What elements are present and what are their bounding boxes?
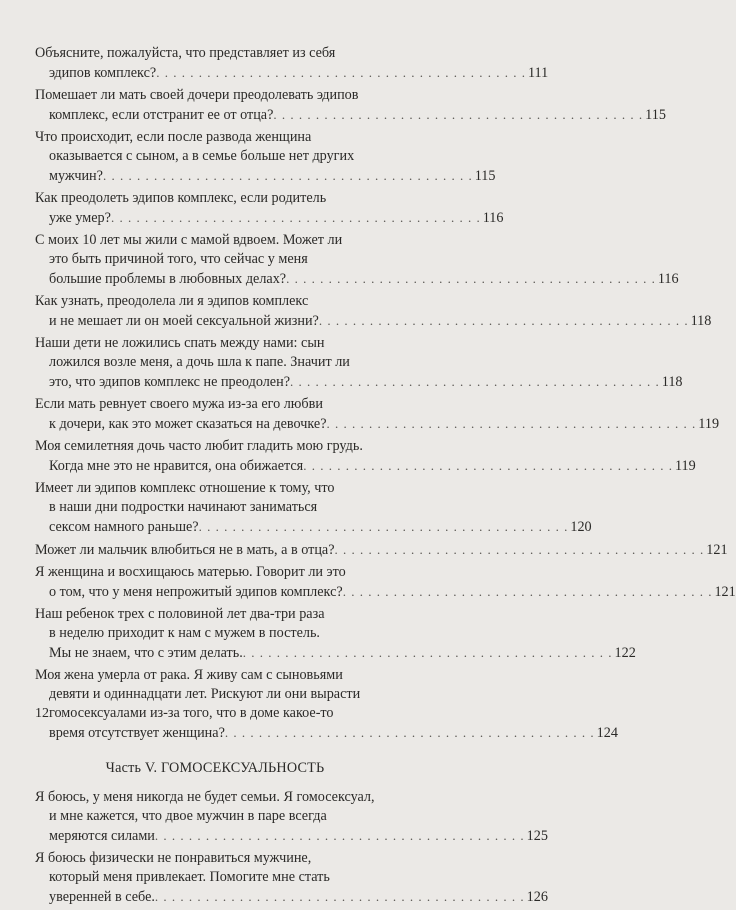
toc-page-ref: 119 [698, 416, 720, 432]
toc-entries-part-v [35, 788, 548, 907]
toc-page-ref: 122 [614, 645, 636, 661]
toc-entry-text: гомосексуалами из-за того, что в доме какое-то [49, 705, 334, 721]
dot-leader: . . . . . . . . . . . . . . . . . . . . . . . . . . . . . . . . . . . . . . . . . . . . [102, 168, 473, 183]
toc-page-ref: 118 [690, 313, 712, 329]
toc-entry-text: Помешает ли мать своей дочери преодолевать эдипов [35, 87, 359, 103]
toc-entry-text: уверенней в себе. [49, 889, 155, 905]
toc-entry-text: и не мешает ли он моей сексуальной жизни? [49, 313, 319, 329]
dot-leader: . . . . . . . . . . . . . . . . . . . . . . . . . . . . . . . . . . . . . . . . . . . . [290, 374, 660, 389]
toc-entry-text: Может ли мальчик влюбиться не в мать, а в отца? [35, 542, 335, 558]
toc-entry-text: девяти и одиннадцати лет. Рискуют ли они вырасти [49, 686, 361, 702]
toc-entry-text: к дочери, как это может сказаться на девочке? [49, 416, 327, 432]
toc-entry [35, 849, 548, 907]
dot-leader: . . . . . . . . . . . . . . . . . . . . . . . . . . . . . . . . . . . . . . . . . . . . [156, 65, 526, 80]
toc-entry [35, 540, 728, 560]
toc-entry-last-line [35, 887, 548, 907]
dot-leader: . . . . . . . . . . . . . . . . . . . . . . . . . . . . . . . . . . . . . . . . . . . . [334, 542, 705, 557]
toc-entry-text: уже умер? [49, 210, 111, 226]
toc-entry-text: Я боюсь, у меня никогда не будет семьи. Я гомосексуал, [35, 789, 375, 805]
dot-leader: . . . . . . . . . . . . . . . . . . . . . . . . . . . . . . . . . . . . . . . . . . . . [286, 271, 656, 286]
toc-entry-text: и мне кажется, что двое мужчин в паре всегда [49, 808, 327, 824]
toc-entry-last-line [35, 105, 666, 125]
toc-entry-last-line [35, 166, 496, 186]
toc-entry-text: о том, что у меня непрожитый эдипов комплекс? [49, 584, 343, 600]
toc-entry [35, 605, 636, 663]
toc-entry-text: Когда мне это не нравится, она обижается [49, 458, 304, 474]
toc-entry [35, 334, 683, 392]
toc-page-ref: 116 [482, 210, 504, 226]
toc-entry-last-line [35, 540, 728, 560]
toc-entry-last-line [35, 826, 548, 846]
part-heading: Часть V. ГОМОСЕКСУАЛЬНОСТЬ [105, 760, 325, 776]
toc-page-ref: 115 [645, 107, 666, 123]
toc-entry [35, 231, 679, 289]
toc-page-ref: 126 [526, 889, 548, 905]
toc-entry-last-line [35, 63, 549, 83]
toc-entry-last-line [35, 311, 712, 331]
toc-entry [35, 86, 666, 125]
toc-entry-text: Объясните, пожалуйста, что представляет из себя [35, 45, 336, 61]
toc-entry-text: Моя семилетняя дочь часто любит гладить мою грудь. [35, 438, 363, 454]
dot-leader: . . . . . . . . . . . . . . . . . . . . . . . . . . . . . . . . . . . . . . . . . . . . [198, 519, 569, 534]
toc-entry-text: большие проблемы в любовных делах? [49, 271, 287, 287]
toc-entry-last-line [35, 517, 592, 537]
toc-entry-text: Что происходит, если после развода женщина [35, 129, 312, 145]
toc-entry-text: Я женщина и восхищаюсь матерью. Говорит ли это [35, 564, 346, 580]
toc-entry-text: Мы не знаем, что с этим делать. [49, 645, 243, 661]
toc-entry [35, 44, 549, 83]
toc-entry-text: Как узнать, преодолела ли я эдипов комплекс [35, 293, 309, 309]
toc-page-ref: 111 [527, 65, 549, 81]
toc-entry-last-line [35, 269, 679, 289]
toc-entry-text: С моих 10 лет мы жили с мамой вдвоем. Может ли [35, 232, 343, 248]
toc-entry-text: это, что эдипов комплекс не преодолен? [49, 374, 290, 390]
toc-entry-text: в неделю приходит к нам с мужем в постель. [49, 625, 320, 641]
toc-entry-text: комплекс, если отстранит ее от отца? [49, 107, 274, 123]
toc-page-ref: 119 [674, 458, 696, 474]
toc-entry [35, 666, 618, 743]
toc-entry [35, 189, 504, 228]
toc-entry [35, 437, 696, 476]
toc-entry [35, 395, 720, 434]
table-of-contents [35, 44, 736, 910]
toc-entry-text: оказывается с сыном, а в семье больше нет других [49, 148, 355, 164]
toc-entry-text: время отсутствует женщина? [49, 725, 225, 741]
dot-leader: . . . . . . . . . . . . . . . . . . . . . . . . . . . . . . . . . . . . . . . . . . . . [273, 107, 644, 122]
dot-leader: . . . . . . . . . . . . . . . . . . . . . . . . . . . . . . . . . . . . . . . . . . . . [242, 645, 613, 660]
toc-entry [35, 788, 548, 846]
toc-entry-text: который меня привлекает. Помогите мне стать [49, 869, 330, 885]
toc-entry-last-line [35, 414, 720, 434]
toc-page-ref: 118 [661, 374, 683, 390]
toc-entry-last-line [35, 372, 683, 392]
toc-entry-last-line [35, 643, 636, 663]
dot-leader: . . . . . . . . . . . . . . . . . . . . . . . . . . . . . . . . . . . . . . . . . . . . [154, 889, 525, 904]
toc-entry-text: ложился возле меня, а дочь шла к папе. Значит ли [49, 354, 350, 370]
toc-page-ref: 120 [570, 519, 592, 535]
toc-entry [35, 563, 736, 602]
toc-entry-text: Наши дети не ложились спать между нами: сын [35, 335, 325, 351]
dot-leader: . . . . . . . . . . . . . . . . . . . . . . . . . . . . . . . . . . . . . . . . . . . . [224, 725, 595, 740]
dot-leader: . . . . . . . . . . . . . . . . . . . . . . . . . . . . . . . . . . . . . . . . . . . . [110, 210, 481, 225]
dot-leader: . . . . . . . . . . . . . . . . . . . . . . . . . . . . . . . . . . . . . . . . . . . . [326, 416, 697, 431]
toc-entry-text: эдипов комплекс? [49, 65, 157, 81]
toc-page-ref: 125 [526, 828, 548, 844]
toc-entry-text: Если мать ревнует своего мужа из-за его любви [35, 396, 323, 412]
page-number: 12 [35, 706, 49, 721]
toc-entry-text: Имеет ли эдипов комплекс отношение к тому, что [35, 480, 335, 496]
toc-page-ref: 121 [706, 542, 728, 558]
toc-entry-text: Как преодолеть эдипов комплекс, если родитель [35, 190, 327, 206]
toc-entry-text: это быть причиной того, что сейчас у меня [49, 251, 308, 267]
toc-entry-text: сексом намного раньше? [49, 519, 199, 535]
toc-entry-text: Я боюсь физически не понравиться мужчине, [35, 850, 312, 866]
dot-leader: . . . . . . . . . . . . . . . . . . . . . . . . . . . . . . . . . . . . . . . . . . . . [342, 584, 713, 599]
toc-entry-text: в наши дни подростки начинают заниматься [49, 499, 318, 515]
toc-entry [35, 479, 592, 537]
dot-leader: . . . . . . . . . . . . . . . . . . . . . . . . . . . . . . . . . . . . . . . . . . . . [154, 828, 525, 843]
toc-entry [35, 292, 712, 331]
toc-page-ref: 124 [596, 725, 618, 741]
toc-entry-text: Моя жена умерла от рака. Я живу сам с сыновьями [35, 667, 343, 683]
toc-entries-part-iv [35, 44, 736, 743]
toc-entry-last-line [35, 456, 696, 476]
toc-entry-text: меряются силами [49, 828, 155, 844]
toc-entry-last-line [35, 208, 504, 228]
toc-entry-last-line [35, 582, 736, 602]
toc-page-ref: 121 [714, 584, 736, 600]
toc-entry [35, 128, 496, 186]
dot-leader: . . . . . . . . . . . . . . . . . . . . . . . . . . . . . . . . . . . . . . . . . . . . [318, 313, 689, 328]
toc-entry-text: мужчин? [49, 168, 103, 184]
dot-leader: . . . . . . . . . . . . . . . . . . . . . . . . . . . . . . . . . . . . . . . . . . . . [303, 458, 673, 473]
toc-page-ref: 116 [657, 271, 679, 287]
toc-page-ref: 115 [474, 168, 496, 184]
toc-entry-text: Наш ребенок трех с половиной лет два-три раза [35, 606, 325, 622]
toc-entry-last-line [35, 723, 618, 743]
